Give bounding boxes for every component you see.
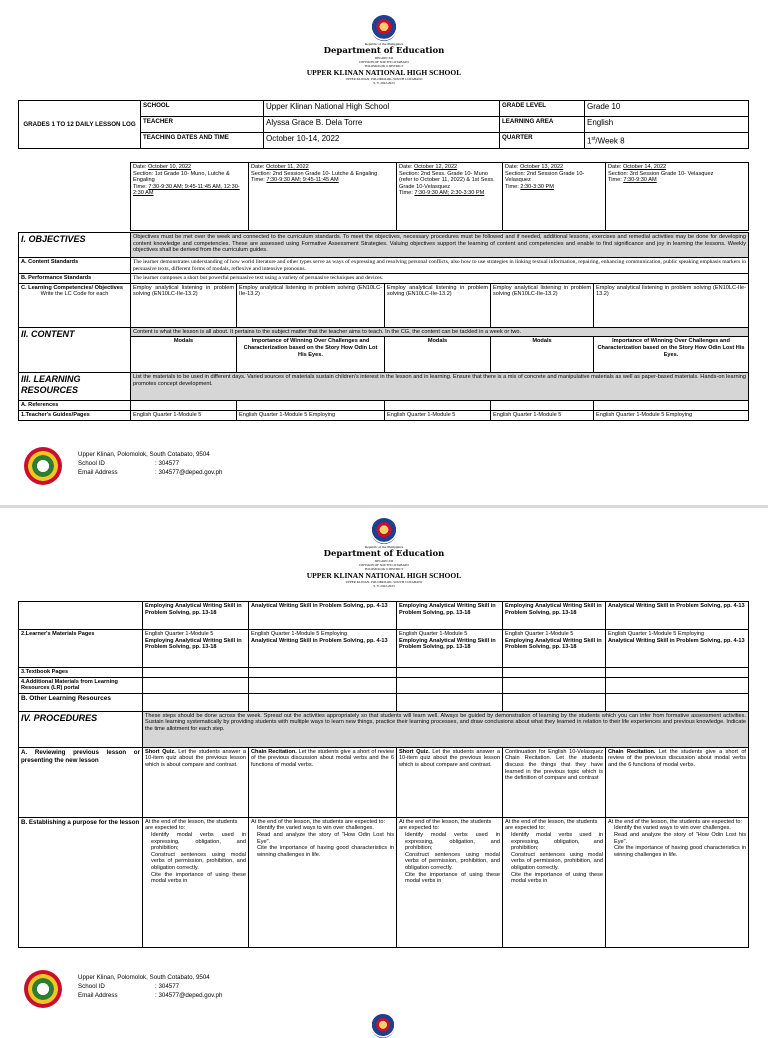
day-section: Section: 3rd Session Grade 10- Velasquez xyxy=(608,170,714,177)
date-value: October 13, 2022 xyxy=(519,164,564,170)
review-cell xyxy=(606,747,749,817)
footer-email-value: : 304577@deped.gov.ph xyxy=(155,991,223,999)
school-year: S. Y. 2022-2023 xyxy=(373,81,395,85)
school-name: UPPER KLINAN NATIONAL HIGH SCHOOL xyxy=(306,571,462,580)
deped-seal-icon xyxy=(371,518,397,544)
content-standards-label: A. Content Standards xyxy=(19,258,131,274)
review-activity-text: Continuation for English 10-Velasquez Chain Recitation. Let the students discuss the things that they have learned in the previous topic which is the definition of compare and contrast xyxy=(505,748,603,782)
content-cell: Modals xyxy=(385,337,491,373)
learners-materials-cell xyxy=(503,630,606,668)
date-label: Date: xyxy=(608,164,622,170)
school-name: UPPER KLINAN NATIONAL HIGH SCHOOL xyxy=(306,68,462,77)
performance-standards-text: The learner composes a short but powerful persuasive text using a variety of persuasive techniques and devices. xyxy=(131,274,749,284)
references-label: A. References xyxy=(19,401,131,411)
teachers-guide-cell: English Quarter 1-Module 5 Employing xyxy=(237,410,385,420)
day-section: Section: 2nd Session Grade 10- Velasquez xyxy=(505,170,585,184)
school-value: Upper Klinan National High School xyxy=(264,101,500,117)
review-activity-title: Short Quiz. xyxy=(399,748,430,755)
quarter-value: 1st/Week 8 xyxy=(585,133,749,149)
review-activity-title: Chain Recitation. xyxy=(251,748,297,755)
purpose-item: • Identify the varied ways to win over challenges. xyxy=(257,825,394,832)
content-cell: Importance of Winning Over Challenges and Characterization based on the Story How Odin Lost His Eyes. xyxy=(594,337,749,373)
lm-title: Employing Analytical Writing Skill in Problem Solving, pp. 13-18 xyxy=(505,637,602,651)
department-title: Department of Education xyxy=(323,46,445,56)
purpose-item: • Read and analyze the story of "How Odin Lost his Eye". xyxy=(614,832,746,845)
letterhead xyxy=(0,15,768,85)
learners-materials-cell xyxy=(249,630,397,668)
dates-label: TEACHING DATES AND TIME xyxy=(141,133,264,149)
lm-title: Analytical Writing Skill in Problem Solving, pp. 4-13 xyxy=(251,637,388,644)
day-header-cell xyxy=(606,163,749,231)
teachers-guide-cont-cell: Analytical Writing Skill in Problem Solving, pp. 4-13 xyxy=(606,602,749,630)
school-year: S. Y. 2022-2023 xyxy=(373,584,395,588)
region-text: REGION XII xyxy=(375,56,393,60)
review-activity-title: Chain Recitation. xyxy=(608,748,656,755)
purpose-list xyxy=(505,832,603,885)
footer-address: Upper Klinan, Polomolok, South Cotabato, 9504 xyxy=(78,974,210,981)
school-logo-icon xyxy=(24,970,62,1008)
days-header-table xyxy=(130,162,749,231)
teachers-guide-cont-cell: Employing Analytical Writing Skill in Problem Solving, pp. 13-18 xyxy=(143,602,249,630)
teachers-guide-cell: English Quarter 1-Module 5 xyxy=(491,410,594,420)
district-text: POLOMOLOK 6 DISTRICT xyxy=(364,64,404,68)
review-activity-text: Let the students give a short of review of the previous discussion about modal verbs and the 6 functions of modal verbs. xyxy=(608,748,746,768)
review-cell xyxy=(249,747,397,817)
reviewing-label: A. Reviewing previous lesson or presenting the new lesson xyxy=(19,747,143,817)
time-label: Time: xyxy=(399,190,413,197)
department-title: Department of Education xyxy=(323,549,445,559)
school-address: UPPER KLINAN, POLOMOLOK, SOUTH COTABATO xyxy=(345,77,423,81)
purpose-item: • Identify modal verbs used in expressing, obligation, and prohibition; xyxy=(511,832,603,852)
day-header-cell xyxy=(131,163,249,231)
teachers-guide-cell: English Quarter 1-Module 5 xyxy=(385,410,491,420)
republic-text: Republic of the Philippines xyxy=(364,545,404,549)
purpose-item: • Cite the importance of using these modal verbs in xyxy=(511,872,603,885)
dll-title: GRADES 1 TO 12 DAILY LESSON LOG xyxy=(19,101,141,149)
review-cell xyxy=(503,747,606,817)
textbook-pages-label: 3.Textbook Pages xyxy=(19,668,143,678)
time-label: Time: xyxy=(608,177,622,184)
learners-materials-label: 2.Learner's Materials Pages xyxy=(19,630,143,668)
lm-title: Employing Analytical Writing Skill in Problem Solving, pp. 13-18 xyxy=(145,637,242,651)
content-cell: Importance of Winning Over Challenges and Characterization based on the Story How Odin Lot His Eyes. xyxy=(237,337,385,373)
teachers-guide-cont-cell: Analytical Writing Skill in Problem Solving, pp. 4-13 xyxy=(249,602,397,630)
quarter-label: QUARTER xyxy=(500,133,585,149)
date-label: Date: xyxy=(505,164,519,170)
purpose-cell xyxy=(397,817,503,947)
lm-module: English Quarter 1-Module 5 xyxy=(399,631,468,637)
day-time xyxy=(505,184,603,191)
time-label: Time: xyxy=(505,183,519,190)
footer-id-label: School ID xyxy=(78,459,105,467)
day-header-cell xyxy=(503,163,606,231)
purpose-item: • Cite the importance of using these modal verbs in xyxy=(151,872,246,885)
other-resources-label: B. Other Learning Resources xyxy=(19,693,143,711)
time-value: 7:30-9:30 AM xyxy=(623,177,657,184)
procedures-note: These steps should be done across the week. Spread out the activities appropriately so that students will learn well. Always be guided by demonstration of learning by the students which you can infer from formative assessment activities. Sustain learning systematically by providing students with multiple ways to learn new things, practice their learning processes, and draw conclusions about what they learned in relation to their life experiences and previous knowledge. Indicate the time allotment for each step. xyxy=(143,711,749,747)
purpose-cell xyxy=(606,817,749,947)
content-standards-text: The learner demonstrates understanding of how world literature and other types serve as ways of expressing and resolving personal conflicts, also how to use strategies in linking textual information, repairing, enhancing communication, public speaking emphasis markers in persuasive texts, different forms of modals, reflexive and intensive pronouns. xyxy=(131,258,749,274)
purpose-list xyxy=(251,825,394,858)
resources-note: List the materials to be used in different days. Varied sources of materials sustain children's interest in the lesson and in learning. Ensure that there is a mix of concrete and manipulative materials as well as paper-based materials. Hands-on learning promotes concept development. xyxy=(131,373,749,401)
lm-title: Analytical Writing Skill in Problem Solving, pp. 4-13 xyxy=(608,637,745,644)
learners-materials-cell xyxy=(397,630,503,668)
review-cell xyxy=(397,747,503,817)
competencies-label-cell xyxy=(19,283,131,327)
learning-resources-heading: III. LEARNING RESOURCES xyxy=(19,373,131,401)
purpose-item: • Identify modal verbs used in expressing, obligation, and prohibition; xyxy=(151,832,246,852)
learners-materials-cell xyxy=(606,630,749,668)
school-label: SCHOOL xyxy=(141,101,264,117)
teachers-guide-cell: English Quarter 1-Module 5 xyxy=(131,410,237,420)
purpose-cell xyxy=(143,817,249,947)
purpose-item: • Construct sentences using modal verbs of permission, prohibition, and obligation correctly. xyxy=(511,852,603,872)
day-section: Section: 1st Grade 10- Muno, Lutche & Engaling xyxy=(133,170,230,184)
date-label: Date: xyxy=(399,164,413,170)
dates-value: October 10-14, 2022 xyxy=(264,133,500,149)
region-text: REGION XII xyxy=(375,559,393,563)
competencies-label: C. Learning Competencies/ Objectives xyxy=(21,284,123,291)
competency-cell: Employ analytical listening in problem solving (EN10LC-IIe-13.2) xyxy=(237,283,385,327)
objectives-table xyxy=(18,232,749,421)
purpose-item: • Cite the importance of having good characteristics in winning challenges in life. xyxy=(614,845,746,858)
review-activity-title: Short Quiz. xyxy=(145,748,176,755)
time-label: Time: xyxy=(251,177,265,184)
performance-standards-label: B. Performance Standards xyxy=(19,274,131,284)
purpose-list xyxy=(608,825,746,858)
purpose-label: B. Establishing a purpose for the lesson xyxy=(19,817,143,947)
school-logo-icon xyxy=(24,447,62,485)
info-table xyxy=(18,100,749,149)
teacher-value: Alyssa Grace B. Dela Torre xyxy=(264,117,500,133)
time-value: 2:30-3:30 PM xyxy=(520,183,554,190)
procedures-heading: IV. PROCEDURES xyxy=(19,711,143,747)
content-note: Content is what the lesson is all about. It pertains to the subject matter that the teacher aims to teach. In the CG, the content can be tackled in a week or two. xyxy=(131,327,749,337)
date-value: October 12, 2022 xyxy=(413,164,458,170)
day-section: Section: 2nd Sess. Grade 10- Muno (refer to October 11, 2022) & 1st Sess. Grade 10-Velasquez xyxy=(399,170,495,190)
competency-cell: Employ analytical listening in problem solving (EN10LC-IIe-13.2) xyxy=(594,283,749,327)
lm-module: English Quarter 1-Module 5 Employing xyxy=(608,631,705,637)
day-header-cell xyxy=(249,163,397,231)
footer-email-label: Email Address xyxy=(78,991,118,999)
teachers-guide-cell: English Quarter 1-Module 5 Employing xyxy=(594,410,749,420)
division-text: DIVISION OF SOUTH COTABATO xyxy=(359,60,409,64)
grade-label: GRADE LEVEL xyxy=(500,101,585,117)
area-value: English xyxy=(585,117,749,133)
date-label: Date: xyxy=(133,164,147,170)
purpose-item: • Read and analyze the story of "How Odin Lost his Eye". xyxy=(257,832,394,845)
day-time xyxy=(133,184,246,197)
division-text: DIVISION OF SOUTH COTABATO xyxy=(359,563,409,567)
lm-module: English Quarter 1-Module 5 Employing xyxy=(251,631,348,637)
purpose-item: • Construct sentences using modal verbs of permission, prohibition, and obligation correctly. xyxy=(405,852,500,872)
footer-id-label: School ID xyxy=(78,982,105,990)
footer-address: Upper Klinan, Polomolok, South Cotabato, 9504 xyxy=(78,451,210,458)
area-label: LEARNING AREA xyxy=(500,117,585,133)
grade-value: Grade 10 xyxy=(585,101,749,117)
lc-code-note: Write the LC Code for each xyxy=(40,291,109,298)
purpose-item: • Identify modal verbs used in expressing, obligation, and prohibition; xyxy=(405,832,500,852)
teachers-guide-cont-cell: Employing Analytical Writing Skill in Problem Solving, pp. 13-18 xyxy=(503,602,606,630)
time-label: Time: xyxy=(133,183,147,190)
school-address: UPPER KLINAN, POLOMOLOK, SOUTH COTABATO xyxy=(345,580,423,584)
teachers-guide-cont-cell: Employing Analytical Writing Skill in Problem Solving, pp. 13-18 xyxy=(397,602,503,630)
purpose-cell xyxy=(503,817,606,947)
lm-title: Employing Analytical Writing Skill in Problem Solving, pp. 13-18 xyxy=(399,637,496,651)
content-cell: Modals xyxy=(491,337,594,373)
time-value: 7:30-9:30 AM; 9:45-11:45 AM xyxy=(266,177,339,184)
purpose-intro: At the end of the lesson, the students are expected to: xyxy=(505,818,598,832)
day-date xyxy=(399,164,500,171)
purpose-list xyxy=(145,832,246,885)
lm-module: English Quarter 1-Module 5 xyxy=(505,631,574,637)
date-label: Date: xyxy=(251,164,265,170)
review-activity-text: Let the students give a short of review of the previous discussion about modal verbs and the 6 functions of modal verbs. xyxy=(251,748,394,768)
additional-materials-label: 4.Additional Materials from Learning Resources (LR) portal xyxy=(19,677,143,693)
purpose-intro: At the end of the lesson, the students are expected to: xyxy=(145,818,238,832)
competency-cell: Employ analytical listening in problem solving (EN10LC-IIe-13.2) xyxy=(131,283,237,327)
content-cell: Modals xyxy=(131,337,237,373)
purpose-intro: At the end of the lesson, the students are expected to: xyxy=(399,818,492,832)
day-date xyxy=(133,164,246,171)
competency-cell: Employ analytical listening in problem solving (EN10LC-IIe-13.2) xyxy=(491,283,594,327)
day-time xyxy=(251,177,394,184)
footer-id-value: : 304577 xyxy=(155,459,180,467)
footer-id-value: : 304577 xyxy=(155,982,180,990)
time-value: 7:30-9:30 AM; 2:30-3:30 PM xyxy=(414,190,485,197)
purpose-intro: At the end of the lesson, the students are expected to: xyxy=(608,818,743,825)
teacher-label: TEACHER xyxy=(141,117,264,133)
district-text: POLOMOLOK 6 DISTRICT xyxy=(364,567,404,571)
review-cell xyxy=(143,747,249,817)
review-activity-text: Let the students answer a 10-item quiz about the previous lesson which is about compare and contrast. xyxy=(399,748,500,768)
purpose-intro: At the end of the lesson, the students are expected to: xyxy=(251,818,386,825)
time-value: 7:30-9:30 AM; 9:45-11:45 AM, 12:30-2:30 AM xyxy=(133,183,240,197)
next-page-seal-icon xyxy=(371,1014,395,1038)
document-page-2 xyxy=(0,508,768,1024)
purpose-item: • Construct sentences using modal verbs of permission, prohibition, and obligation correctly. xyxy=(151,852,246,872)
learners-materials-cell xyxy=(143,630,249,668)
footer-email-label: Email Address xyxy=(78,468,118,476)
day-time xyxy=(399,190,500,197)
day-section: Section: 2nd Session Grade 10- Lutche & Engaling xyxy=(251,170,378,177)
day-date xyxy=(251,164,394,171)
objectives-heading: I. OBJECTIVES xyxy=(19,233,131,258)
objectives-note: Objectives must be met over the week and connected to the curriculum standards. To meet the objectives, necessary procedures must be followed and if needed, additional lessons, exercises and remedial activities may be done for developing content knowledge and competencies. These are assessed using Formative Assessment Strategies. Valuing objectives support the learning of content and competencies and enable to find significance and joy in learning the lessons. Weekly objectives shall be derived from the curriculum guides. xyxy=(131,233,749,258)
purpose-item: • Identify the varied ways to win over challenges. xyxy=(614,825,746,832)
date-value: October 10, 2022 xyxy=(147,164,192,170)
deped-seal-icon xyxy=(371,15,397,41)
day-header-cell xyxy=(397,163,503,231)
date-value: October 11, 2022 xyxy=(265,164,309,170)
day-time xyxy=(608,177,746,184)
footer-email-value: : 304577@deped.gov.ph xyxy=(155,468,223,476)
purpose-item: • Cite the importance of using these modal verbs in xyxy=(405,872,500,885)
resources-procedures-table xyxy=(18,601,749,948)
letterhead-2 xyxy=(0,518,768,588)
competency-cell: Employ analytical listening in problem solving (EN10LC-IIe-13.2) xyxy=(385,283,491,327)
teachers-guide-label: 1.Teacher's Guides/Pages xyxy=(19,410,131,420)
date-value: October 14, 2022 xyxy=(622,164,667,170)
republic-text: Republic of the Philippines xyxy=(364,42,404,46)
day-date xyxy=(608,164,746,171)
content-heading: II. CONTENT xyxy=(19,327,131,373)
lm-module: English Quarter 1-Module 5 xyxy=(145,631,214,637)
page2-footer xyxy=(24,970,344,1008)
review-activity-text: Let the students answer a 10-item quiz about the previous lesson which is about compare and contrast. xyxy=(145,748,246,768)
page1-footer xyxy=(24,447,344,485)
purpose-cell xyxy=(249,817,397,947)
day-date xyxy=(505,164,603,171)
purpose-item: • Cite the importance of having good characteristics in winning challenges in life. xyxy=(257,845,394,858)
document-page-1 xyxy=(0,0,768,505)
purpose-list xyxy=(399,832,500,885)
